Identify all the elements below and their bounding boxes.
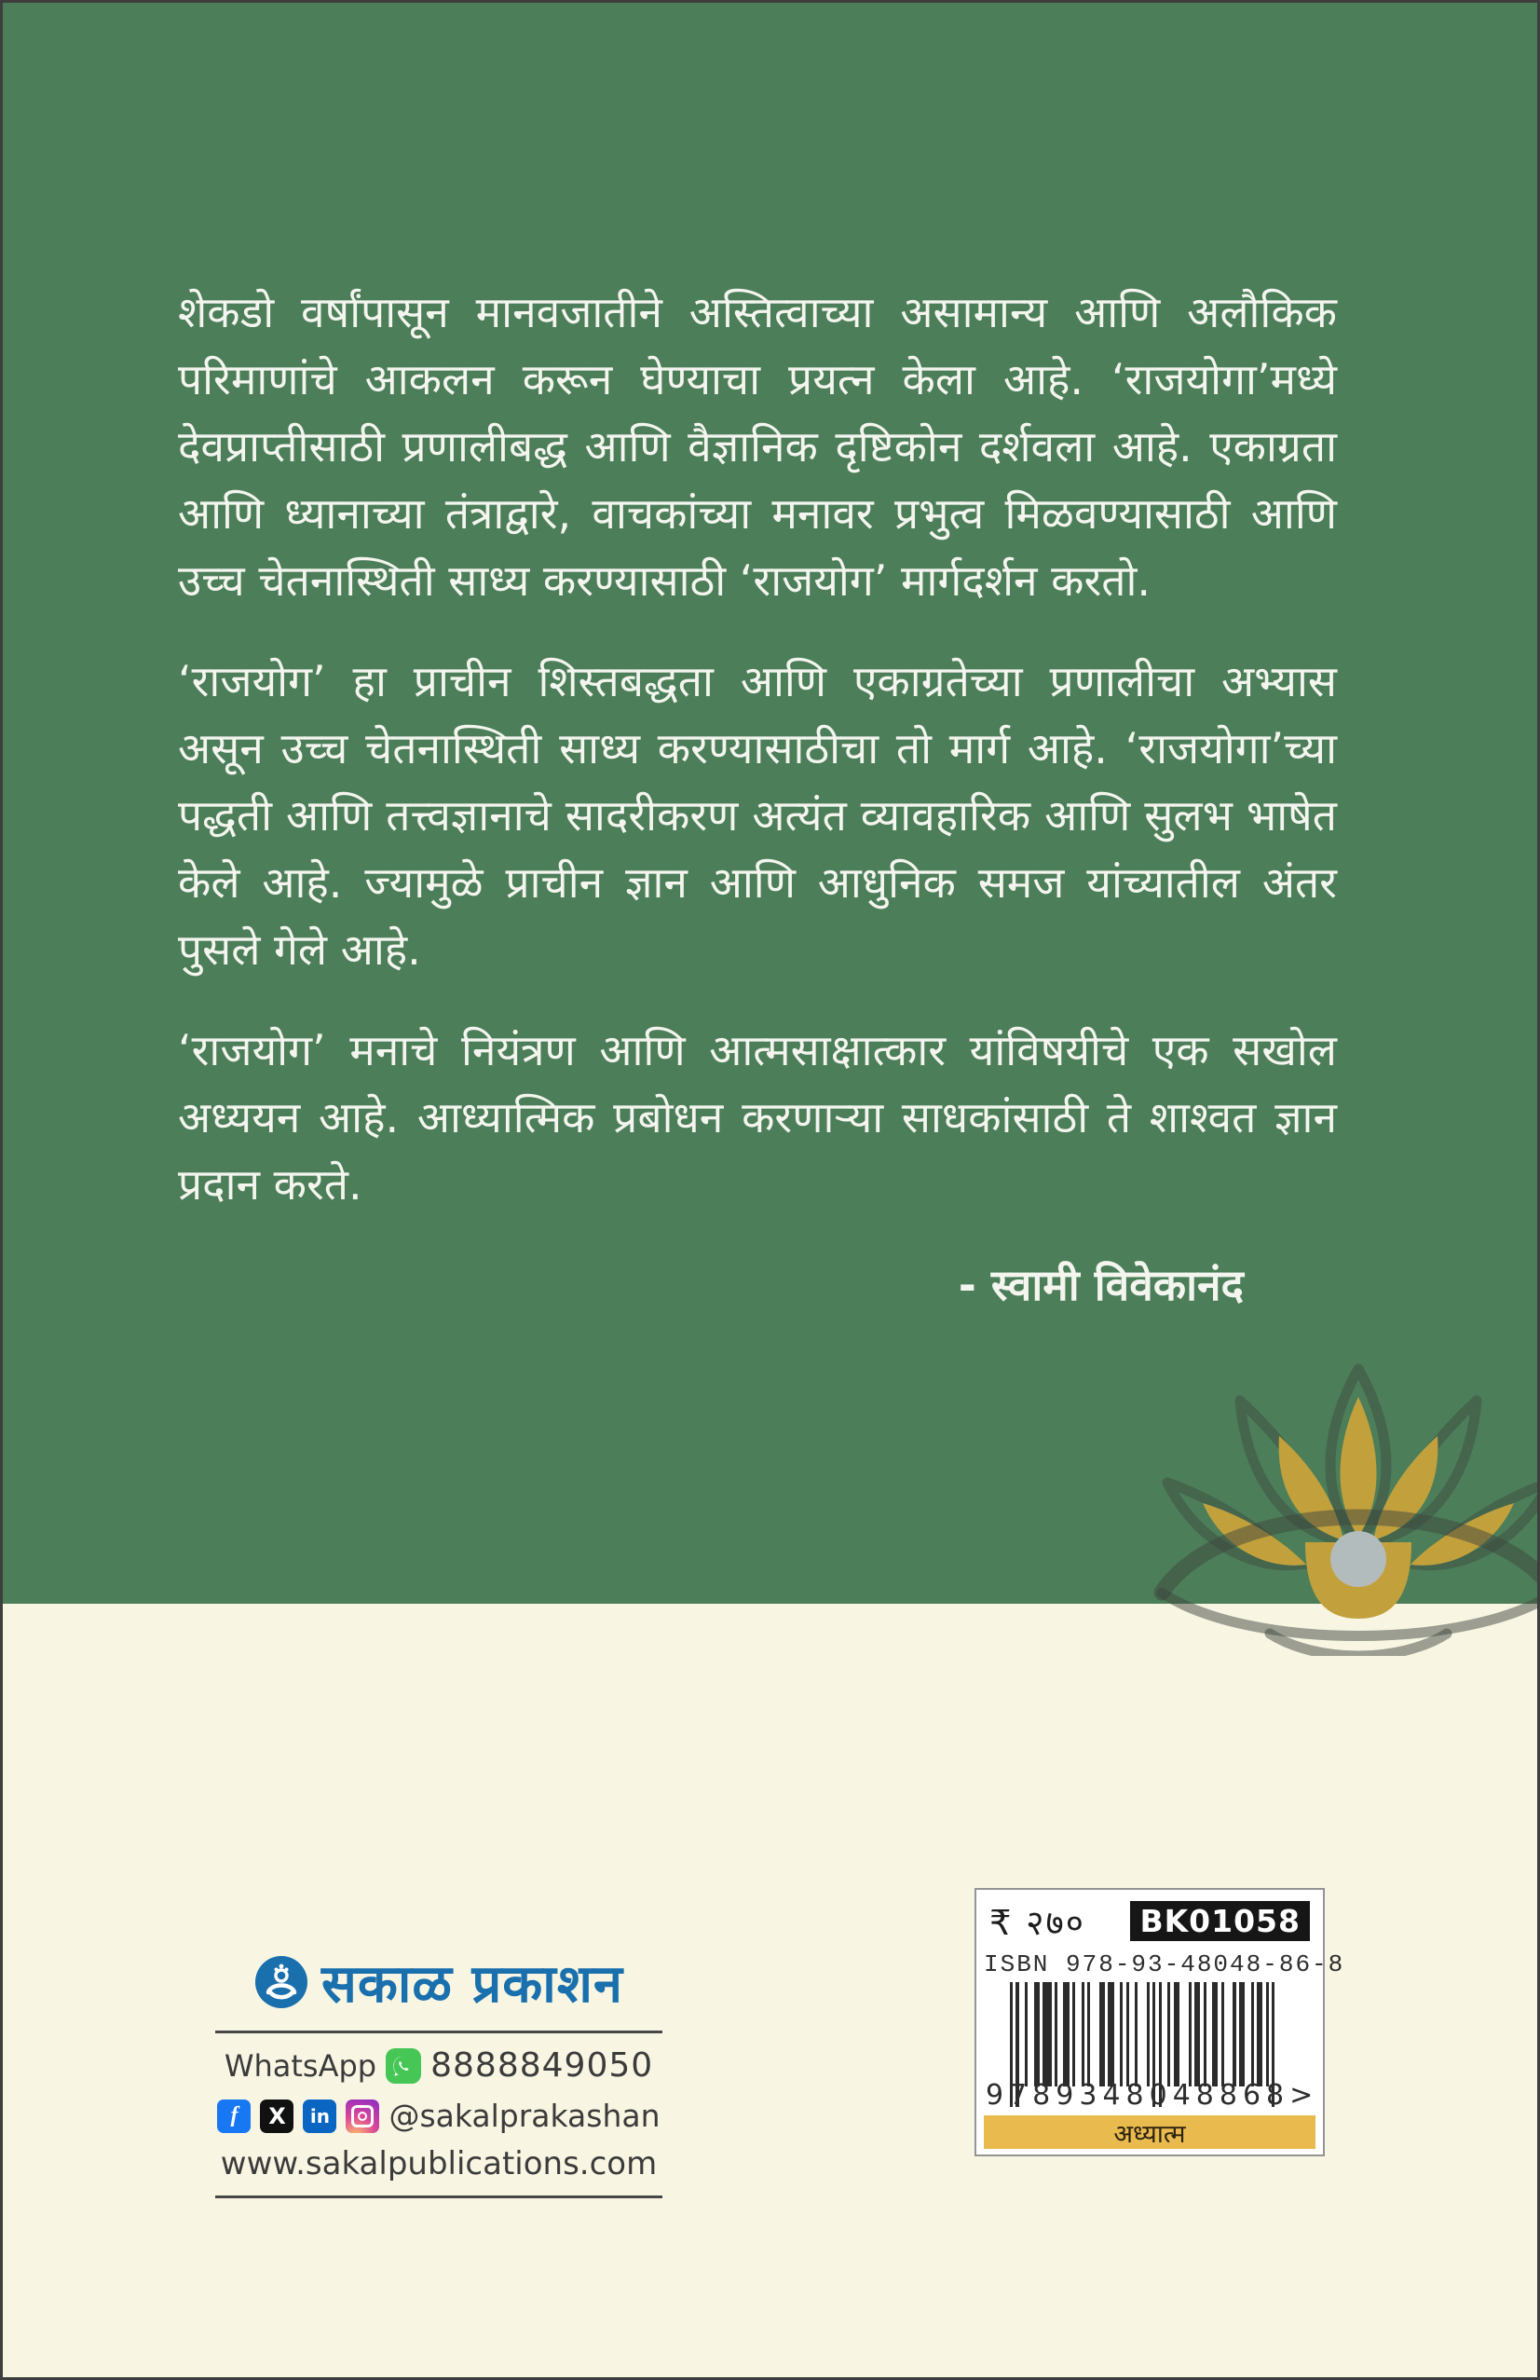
category-band bbox=[984, 2115, 1315, 2149]
isbn-text: ISBN 978-93-48048-86-8 bbox=[984, 1950, 1345, 1978]
cover-description bbox=[178, 279, 1337, 1319]
social-handle: @sakalprakashan bbox=[388, 2098, 661, 2134]
paragraph-3: ‘राजयोग’ मनाचे नियंत्रण आणि आत्मसाक्षात्कार यांविषयीचे एक सखोल अध्ययन आहे. आध्यात्मिक प्रबोधन करणाऱ्या साधकांसाठी ते शाश्वत ज्ञान प्रदान करते. bbox=[178, 1025, 1337, 1210]
divider-bottom bbox=[215, 2195, 662, 2198]
category-label: अध्यात्म bbox=[1113, 2119, 1186, 2149]
whatsapp-number: 8888849050 bbox=[430, 2046, 654, 2085]
publisher-name: सकाळ प्रकाशन bbox=[321, 1954, 623, 2015]
author-attribution: - स्वामी विवेकानंद bbox=[958, 1260, 1244, 1310]
publisher-block bbox=[215, 1947, 662, 2198]
price-value: ₹ २७० bbox=[989, 1903, 1086, 1943]
lotus-eye-icon bbox=[1151, 1343, 1540, 1656]
price-barcode-box bbox=[974, 1888, 1345, 2156]
barcode-group-2: 048868 bbox=[1149, 2079, 1290, 2112]
instagram-icon bbox=[346, 2100, 379, 2133]
publisher-website: www.sakalpublications.com bbox=[220, 2145, 658, 2182]
barcode-group-1: 789348 bbox=[1009, 2079, 1150, 2112]
price-row bbox=[984, 1897, 1315, 1945]
paragraph-2: ‘राजयोग’ हा प्राचीन शिस्तबद्धता आणि एकाग्रतेच्या प्रणालीचा अभ्यास असून उच्च चेतनास्थिती साध्य करण्यासाठीचा तो मार्ग आहे. ‘राजयोगा’च्या पद्धती आणि तत्त्वज्ञानाचे सादरीकरण अत्यंत व्यावहारिक आणि सुलभ भाषेत केले आहे. ज्यामुळे प्राचीन ज्ञान आणि आधुनिक समज यांच्यातील अंतर पुसले गेले आहे. bbox=[178, 656, 1337, 975]
barcode-digits bbox=[984, 2079, 1319, 2112]
divider-top bbox=[215, 2031, 662, 2033]
barcode-end-mark: > bbox=[1289, 2079, 1319, 2112]
x-twitter-icon: X bbox=[260, 2100, 293, 2133]
paragraph-1: शेकडो वर्षांपासून मानवजातीने अस्तित्वाच्या असामान्य आणि अलौकिक परिमाणांचे आकलन करून घेण्याचा प्रयत्न केला आहे. ‘राजयोगा’मध्ये देवप्राप्तीसाठी प्रणालीबद्ध आणि वैज्ञानिक दृष्टिकोन दर्शवला आहे. एकाग्रता आणि ध्यानाच्या तंत्राद्वारे, वाचकांच्या मनावर प्रभुत्व मिळवण्यासाठी आणि उच्च चेतनास्थिती साध्य करण्यासाठी ‘राजयोग’ मार्गदर्शन करतो. bbox=[178, 287, 1337, 606]
whatsapp-label: WhatsApp bbox=[224, 2047, 377, 2084]
publisher-logo-row bbox=[215, 1947, 662, 2018]
whatsapp-icon bbox=[386, 2048, 421, 2084]
whatsapp-row bbox=[215, 2046, 662, 2085]
facebook-icon: f bbox=[217, 2100, 251, 2133]
sakal-logo-icon bbox=[254, 1955, 308, 2009]
social-row bbox=[215, 2098, 662, 2134]
barcode-icon bbox=[1010, 1982, 1306, 2086]
book-code-badge: BK01058 bbox=[1130, 1901, 1310, 1941]
barcode-digit-left: 9 bbox=[986, 2079, 1010, 2112]
linkedin-icon: in bbox=[303, 2100, 336, 2133]
